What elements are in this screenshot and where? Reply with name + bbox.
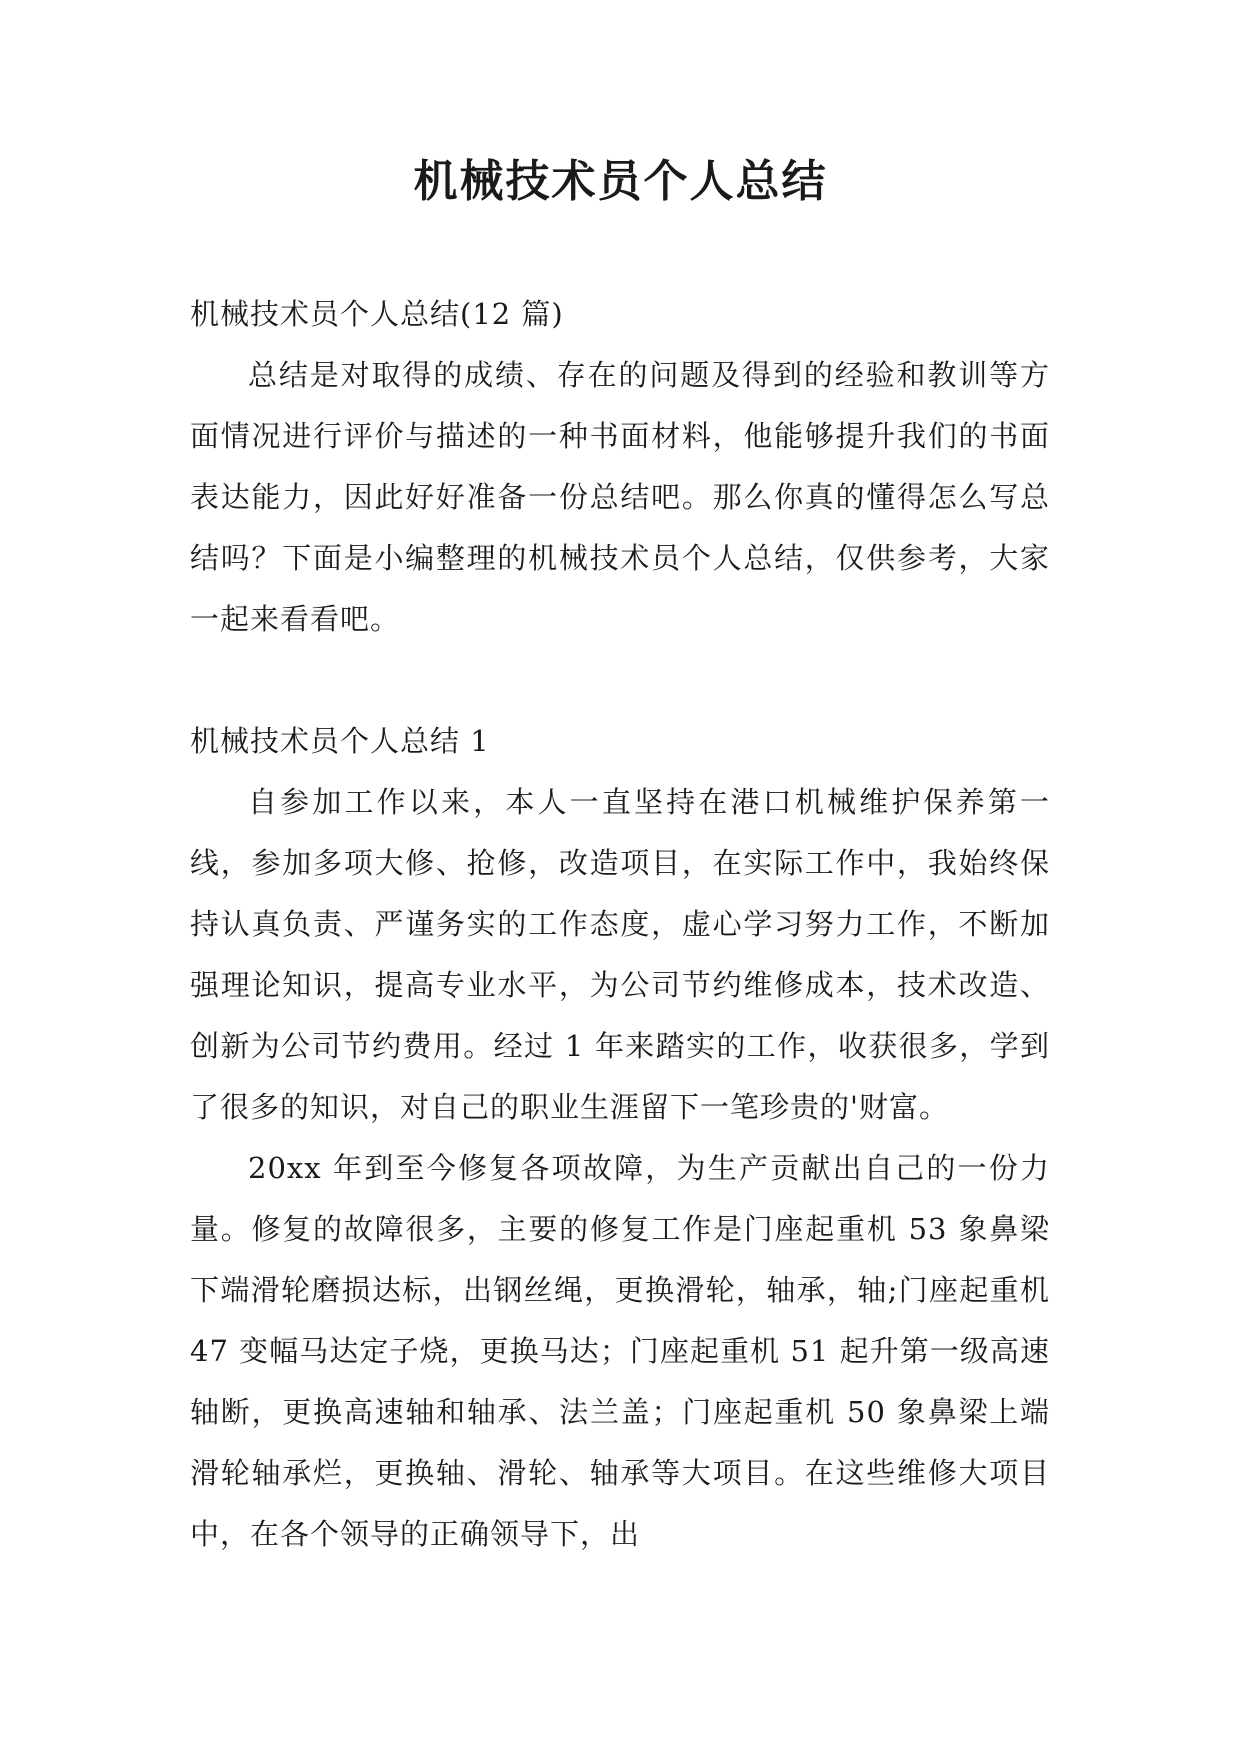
- page-title: 机械技术员个人总结: [413, 156, 828, 207]
- body-paragraph: 自参加工作以来，本人一直坚持在港口机械维护保养第一线，参加多项大修、抢修，改造项目，在实际工作中，我始终保持认真负责、严谨务实的工作态度，虚心学习努力工作，不断加强理论知识，提高专业水平，为公司节约维修成本，技术改造、创新为公司节约费用。经过 1 年来踏实的工作，收获很多，学到了很多的知识，对自己的职业生涯留下一笔珍贵的'财富。: [190, 785, 1050, 1124]
- section-heading: 机械技术员个人总结 1: [190, 724, 490, 758]
- section-spacer: [190, 650, 1050, 711]
- intro-paragraph: 总结是对取得的成绩、存在的问题及得到的经验和教训等方面情况进行评价与描述的一种书面材料，他能够提升我们的书面表达能力，因此好好准备一份总结吧。那么你真的懂得怎么写总结吗？下面是小编整理的机械技术员个人总结，仅供参考，大家一起来看看吧。: [190, 358, 1050, 636]
- document-subtitle: 机械技术员个人总结(12 篇): [190, 297, 564, 331]
- body-paragraph: 20xx 年到至今修复各项故障，为生产贡献出自己的一份力量。修复的故障很多，主要的修复工作是门座起重机 53 象鼻梁下端滑轮磨损达标，出钢丝绳，更换滑轮，轴承，轴;门座起重机 47 变幅马达定子烧，更换马达；门座起重机 51 起升第一级高速轴断，更换高速轴和轴承、法兰盖；门座起重机 50 象鼻梁上端滑轮轴承烂，更换轴、滑轮、轴承等大项目。在这些维修大项目中，在各个领导的正确领导下，出: [190, 1151, 1050, 1551]
- document-body: [190, 284, 1050, 1565]
